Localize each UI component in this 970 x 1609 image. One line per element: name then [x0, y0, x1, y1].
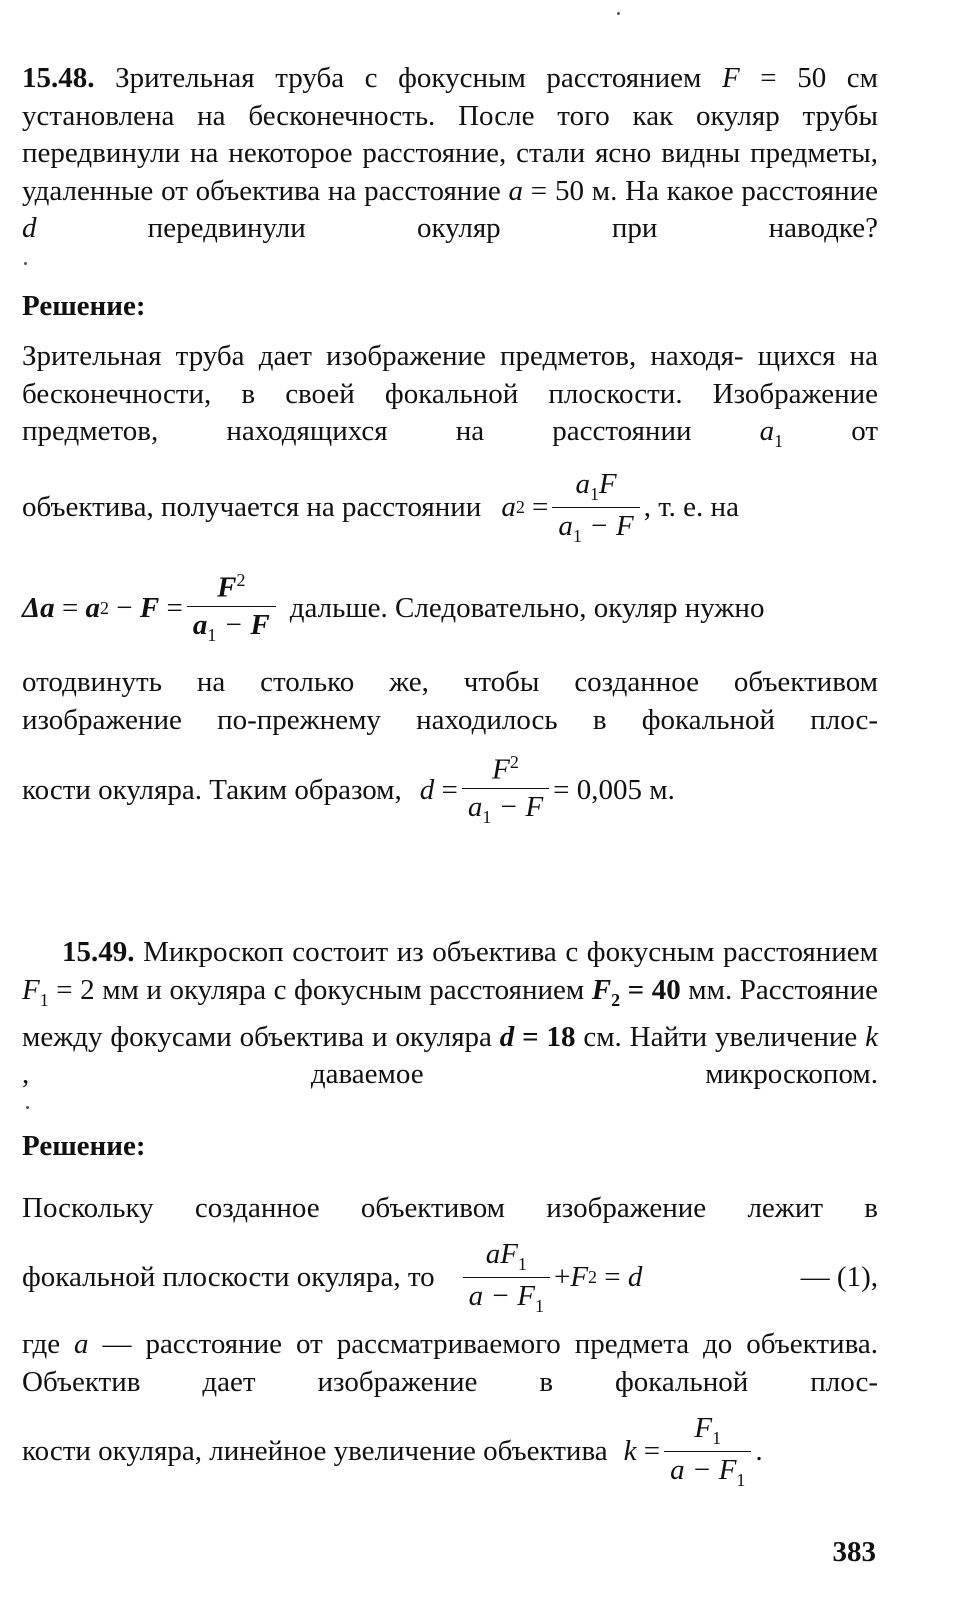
- text-line: — (1),: [800, 1260, 878, 1293]
- scan-speck: [617, 12, 620, 15]
- problem-15-49-text: [22, 934, 878, 1094]
- text-line: отодвинуть на столько же, чтобы созданное объективом: [22, 666, 878, 698]
- fraction-eq1: $\frac{aF_1}{a - F_1}$: [463, 1238, 550, 1317]
- text-line: объектива. Объектив дает изображение в фокальной плос-: [22, 1328, 878, 1398]
- formula-line-d: кости окуляра. Таким образом, d = $\frac{F^2}{a_1 - F}$ = 0,005 м.: [22, 751, 675, 828]
- fraction-k: $\frac{F_1}{a - F_1}$: [664, 1412, 751, 1491]
- solution-text: [22, 338, 878, 460]
- text-line: кости окуляра, линейное увеличение объектива: [22, 1434, 608, 1467]
- fraction-a2: $\frac{a_1F}{a_1 - F}$: [552, 468, 639, 547]
- text-line: кости окуляра. Таким образом,: [22, 773, 402, 806]
- problem-15-48-text: [22, 60, 878, 248]
- solution-text-2: [22, 664, 878, 739]
- text-line: где a — расстояние от рассматриваемого предмета до: [22, 1328, 733, 1360]
- solution-text-4: [22, 1326, 878, 1401]
- text-line: изображение по-прежнему находилось в фокальной плос-: [22, 703, 878, 736]
- page-number: 383: [832, 1536, 876, 1568]
- formula-line-da: Δa = a 2 − F = $\frac{F^2}{a_1 - F}$ дальше. Следовательно, окуляр нужно: [22, 569, 765, 646]
- scan-speck: [26, 1106, 29, 1109]
- text-line: дальше. Следовательно, окуляр нужно: [289, 591, 765, 624]
- text-line: Микроскоп состоит из объектива с фокусным расстоянием $F_1 = 2$ мм и окуляра с фокусным расстоянием $F_2 = 40$ мм. Расстояние между фокусами объектива и окуляра d = 18 см. Найти увеличение k , даваемое микроскопом.: [22, 936, 879, 1091]
- solution-text-3: [22, 1190, 878, 1228]
- text-line: фокальной плоскости окуляра, то: [22, 1260, 435, 1293]
- scan-speck: [24, 262, 27, 265]
- text-line: Изображение предметов, находящихся на расстоянии $a_1$ от: [22, 377, 879, 451]
- text-line: = 0,005 м.: [553, 773, 675, 806]
- text-line: щихся на бесконечности, в своей фокальной плоскости.: [22, 340, 879, 410]
- formula-line-k: кости окуляра, линейное увеличение объектива k = $\frac{F_1}{a - F_1}$ .: [22, 1411, 763, 1490]
- formula-line-a2: объектива, получается на расстоянии a 2 = $\frac{a_1F}{a_1 - F}$ , т. е. на: [22, 467, 739, 546]
- text-line: Зрительная труба с фокусным расстоянием F = 50 см установлена на бесконечность. После того как окуляр трубы передвинули на некоторое расстояние, стали ясно видны предметы, удаленные от объектива на расстояние a = 50 м. На какое расстояние d передвинули окуляр при наводке?: [22, 62, 879, 244]
- problem-number: 15.49.: [62, 936, 135, 968]
- text-line: Поскольку созданное объективом изображение лежит в: [22, 1192, 878, 1224]
- fraction-da: $\frac{F^2}{a_1 - F}$: [187, 570, 276, 646]
- solution-heading: Решение:: [22, 290, 146, 322]
- fraction-d: $\frac{F^2}{a_1 - F}$: [462, 752, 549, 828]
- solution-heading-2: Решение:: [22, 1130, 146, 1162]
- text-line: , т. е. на: [643, 490, 739, 523]
- text-line: Зрительная труба дает изображение предметов, находя-: [22, 340, 744, 372]
- text-line: объектива, получается на расстоянии: [22, 490, 482, 523]
- formula-line-eq1: фокальной плоскости окуляра, то $\frac{aF_1}{a - F_1}$ + F 2 = d — (1),: [22, 1237, 878, 1316]
- problem-number: 15.48.: [22, 62, 95, 94]
